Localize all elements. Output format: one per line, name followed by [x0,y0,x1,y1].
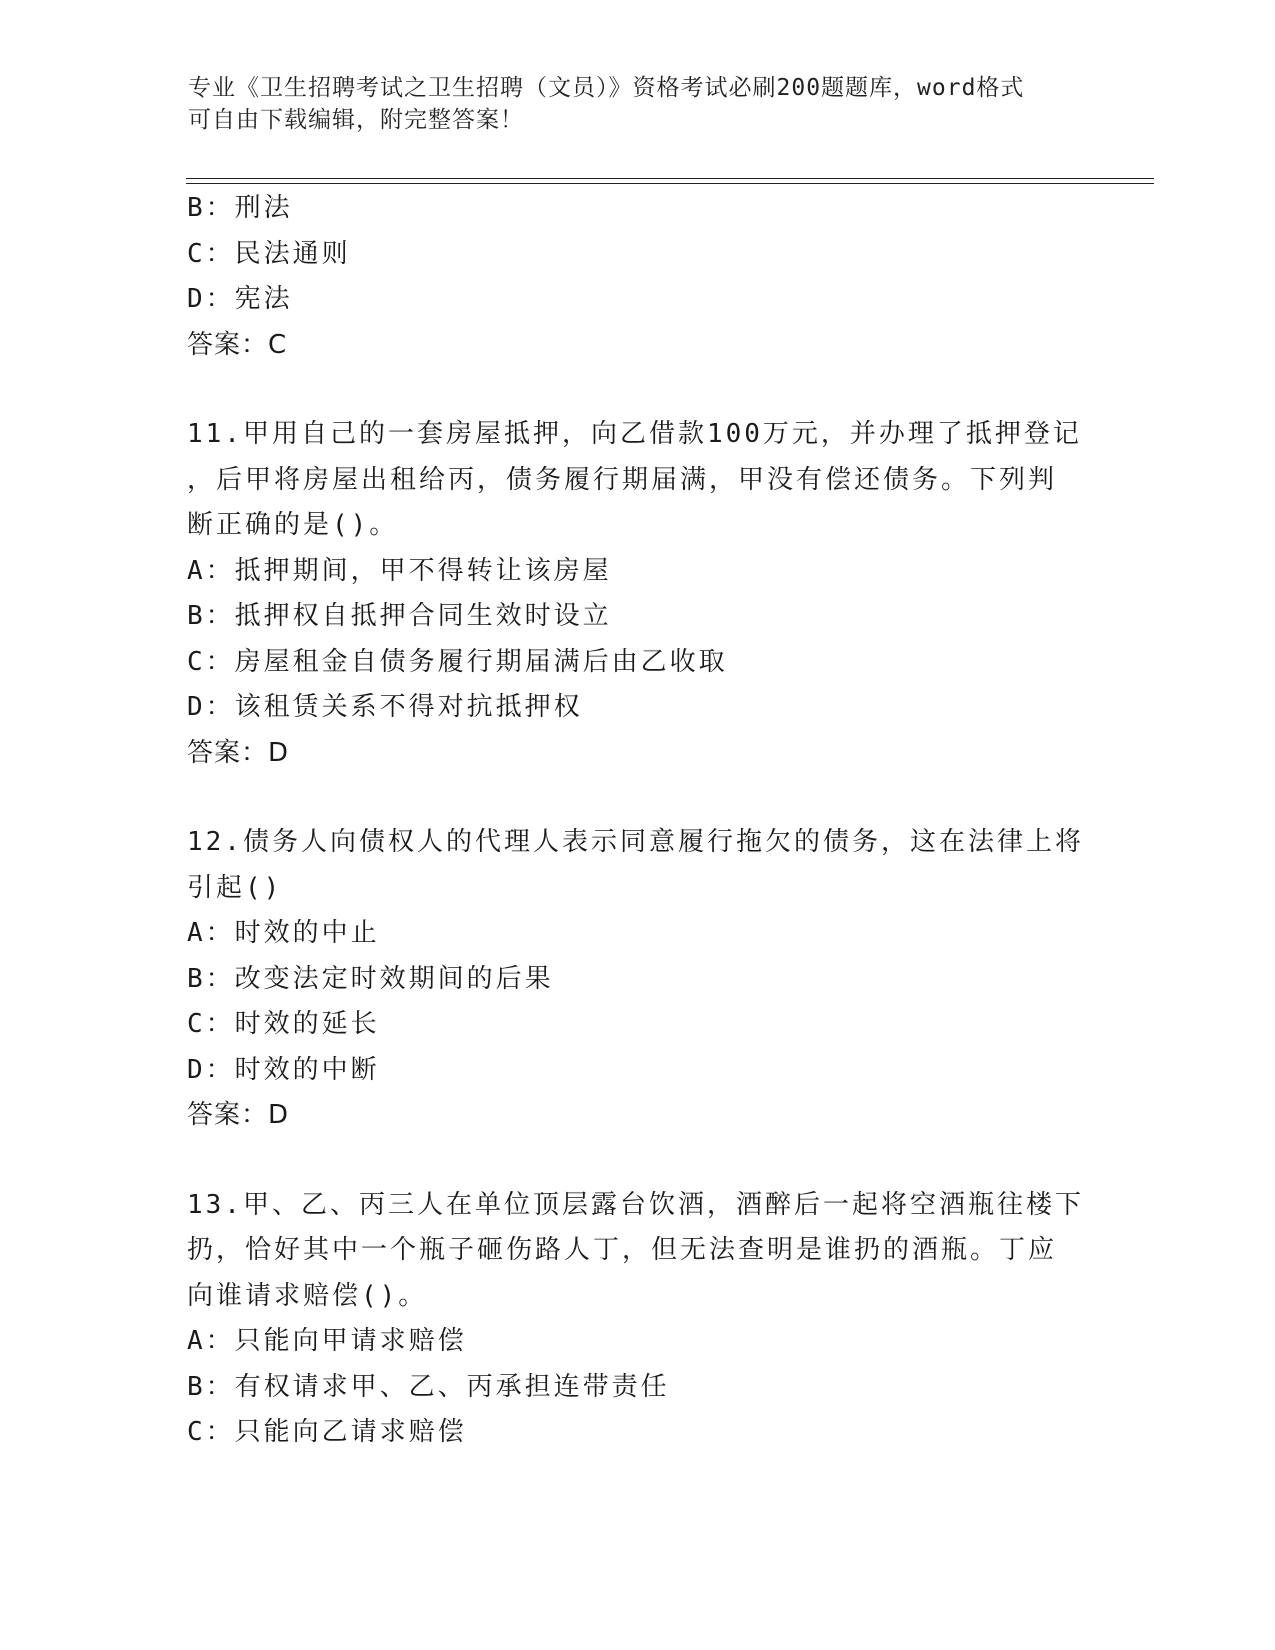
question-12 [187,820,1087,1139]
question-11 [187,412,1087,776]
option-b: B：刑法 [187,193,293,223]
option-a: A：时效的中止 [187,918,380,948]
spacer [187,776,1087,820]
option-c: C：时效的延长 [187,1009,380,1039]
header-divider-bottom [186,183,1154,184]
answer-line: 答案：C [187,329,288,360]
question-13 [187,1183,1087,1456]
option-c: C：房屋租金自债务履行期届满后由乙收取 [187,646,728,677]
question-text-line: 向谁请求赔偿()。 [187,1280,428,1311]
answer-line: 答案：D [187,1100,290,1130]
question-text-line: 11.甲用自己的一套房屋抵押，向乙借款100万元，并办理了抵押登记 [187,419,1082,449]
option-d: D：时效的中断 [187,1054,380,1085]
document-header [188,72,1068,136]
header-divider-top [186,178,1154,179]
question-text-line: 断正确的是()。 [187,510,399,540]
option-b: B：抵押权自抵押合同生效时设立 [187,601,612,631]
option-d: D：该租赁关系不得对抗抵押权 [187,692,583,722]
answer-line: 答案：D [187,737,290,768]
question-text-line: 13.甲、乙、丙三人在单位顶层露台饮酒，酒醉后一起将空酒瓶往楼下 [187,1189,1084,1220]
option-b: B：改变法定时效期间的后果 [187,963,554,994]
spacer [187,1139,1087,1183]
option-d: D：宪法 [187,284,293,314]
header-title-line-1: 专业《卫生招聘考试之卫生招聘（文员）》资格考试必刷200题题库，word格式 [188,75,1025,101]
option-a: A：抵押期间，甲不得转让该房屋 [187,555,612,586]
question-text-line: 扔，恰好其中一个瓶子砸伤路人丁，但无法查明是谁扔的酒瓶。丁应 [187,1235,1058,1265]
question-text-line: 12.债务人向债权人的代理人表示同意履行拖欠的债务，这在法律上将 [187,827,1084,857]
question-text-line: 引起() [187,872,283,903]
question-content [187,186,1087,1456]
question-text-line: ，后甲将房屋出租给丙，债务履行期届满，甲没有偿还债务。下列判 [187,464,1058,495]
spacer [187,368,1087,412]
option-c: C：民法通则 [187,238,351,269]
option-a: A：只能向甲请求赔偿 [187,1326,467,1356]
option-b: B：有权请求甲、乙、丙承担连带责任 [187,1371,670,1402]
question-10-remainder [187,186,1087,368]
header-title-line-2: 可自由下载编辑，附完整答案！ [188,107,524,133]
option-c: C：只能向乙请求赔偿 [187,1417,467,1447]
